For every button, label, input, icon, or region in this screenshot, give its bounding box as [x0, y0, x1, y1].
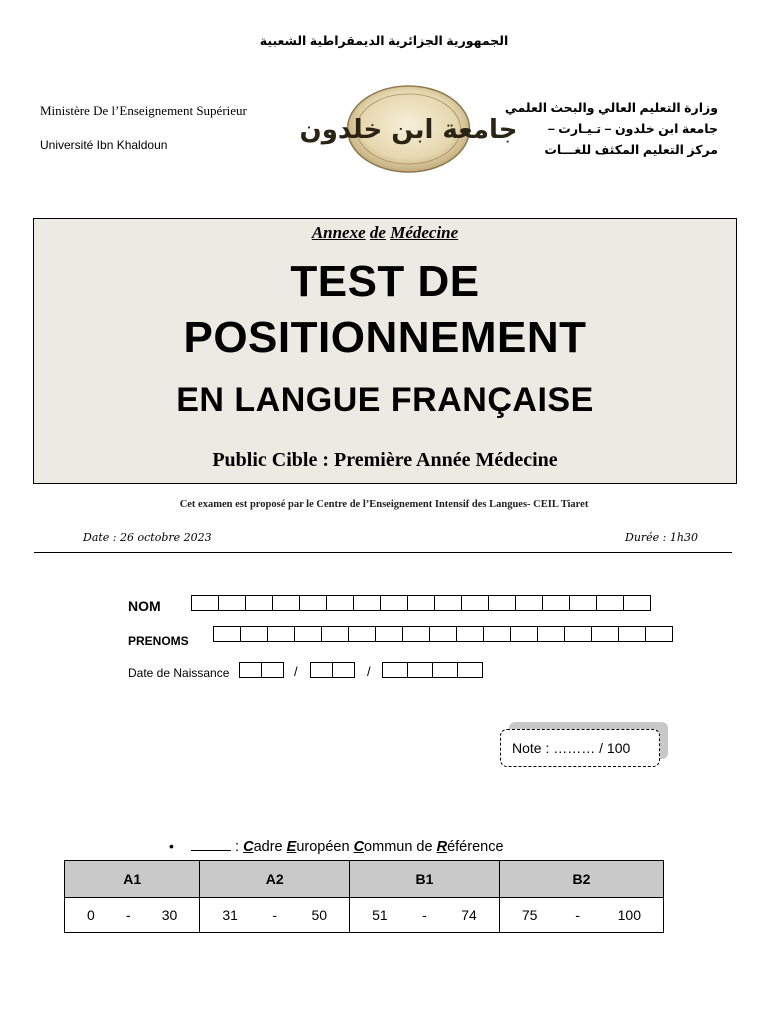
- level-header: B2: [499, 861, 663, 898]
- levels-header-row: [65, 861, 664, 898]
- prenoms-cell[interactable]: [591, 626, 619, 642]
- dob-slash: /: [367, 664, 371, 679]
- nom-cell[interactable]: [272, 595, 300, 611]
- prenoms-input-grid[interactable]: [214, 626, 673, 642]
- prenoms-cell[interactable]: [321, 626, 349, 642]
- nom-cell[interactable]: [461, 595, 489, 611]
- nom-cell[interactable]: [218, 595, 246, 611]
- nom-input-grid[interactable]: [192, 595, 651, 611]
- level-header: A1: [65, 861, 200, 898]
- nom-label: NOM: [128, 598, 161, 614]
- title-line-1: TEST DE: [290, 257, 480, 306]
- dob-cell[interactable]: [239, 662, 262, 678]
- dob-cell[interactable]: [457, 662, 483, 678]
- ministry-label-ar: وزارة التعليم العالي والبحث العلمي: [504, 101, 718, 115]
- nom-cell[interactable]: [191, 595, 219, 611]
- exam-date: Date : 26 octobre 2023: [83, 531, 212, 544]
- prenoms-cell[interactable]: [294, 626, 322, 642]
- nom-cell[interactable]: [434, 595, 462, 611]
- dob-day-field[interactable]: [240, 662, 284, 678]
- title-line-3: EN LANGUE FRANÇAISE: [176, 381, 594, 419]
- levels-range-row: [65, 898, 664, 933]
- level-range: 51 - 74: [350, 898, 500, 933]
- dob-month-field[interactable]: [311, 662, 355, 678]
- divider: [34, 552, 732, 553]
- title-line-2: POSITIONNEMENT: [183, 313, 587, 362]
- university-label-ar: جامعة ابن خلدون – تـيـارت –: [547, 122, 718, 136]
- nom-cell[interactable]: [407, 595, 435, 611]
- score-box: Note : ……… / 100: [500, 729, 660, 767]
- prenoms-cell[interactable]: [483, 626, 511, 642]
- nom-cell[interactable]: [299, 595, 327, 611]
- level-range: 75 - 100: [499, 898, 663, 933]
- center-label-ar: مركز التعليم المكثف للغـــات: [544, 143, 718, 157]
- header-ar-block: [505, 98, 718, 161]
- dob-year-field[interactable]: [383, 662, 483, 678]
- nom-cell[interactable]: [623, 595, 651, 611]
- cecr-line: : Cadre Européen Commun de Référence: [191, 838, 504, 855]
- prenoms-cell[interactable]: [618, 626, 646, 642]
- nom-cell[interactable]: [569, 595, 597, 611]
- ceil-note: Cet examen est proposé par le Centre de l’Enseignement Intensif des Langues- CEIL Tiaret: [179, 499, 589, 510]
- cecr-blank: [191, 838, 231, 851]
- dob-slash: /: [294, 664, 298, 679]
- dob-label: Date de Naissance: [128, 666, 230, 680]
- dob-cell[interactable]: [310, 662, 333, 678]
- prenoms-cell[interactable]: [564, 626, 592, 642]
- dob-cell[interactable]: [261, 662, 284, 678]
- exam-duration: Durée : 1h30: [625, 531, 698, 544]
- nom-cell[interactable]: [488, 595, 516, 611]
- prenoms-cell[interactable]: [456, 626, 484, 642]
- nom-cell[interactable]: [245, 595, 273, 611]
- prenoms-cell[interactable]: [213, 626, 241, 642]
- ministry-label-fr: Ministère De l’Enseignement Supérieur: [40, 103, 247, 118]
- level-header: B1: [350, 861, 500, 898]
- dob-cell[interactable]: [407, 662, 433, 678]
- university-logo: [299, 84, 518, 174]
- level-range: 31 - 50: [200, 898, 350, 933]
- level-range: 0 - 30: [65, 898, 200, 933]
- prenoms-cell[interactable]: [537, 626, 565, 642]
- prenoms-label: PRENOMS: [128, 634, 189, 648]
- dob-cell[interactable]: [432, 662, 458, 678]
- nom-cell[interactable]: [596, 595, 624, 611]
- levels-table: [64, 860, 664, 933]
- nom-cell[interactable]: [515, 595, 543, 611]
- annexe-heading: Annexe de Médecine: [311, 223, 459, 242]
- prenoms-cell[interactable]: [645, 626, 673, 642]
- nom-cell[interactable]: [326, 595, 354, 611]
- prenoms-cell[interactable]: [510, 626, 538, 642]
- logo-calligraphy: جامعة ابن خلدون: [299, 115, 518, 145]
- prenoms-cell[interactable]: [348, 626, 376, 642]
- prenoms-cell[interactable]: [240, 626, 268, 642]
- target-audience: Public Cible : Première Année Médecine: [212, 449, 558, 471]
- university-label-fr: Université Ibn Khaldoun: [40, 138, 168, 152]
- dob-cell[interactable]: [332, 662, 355, 678]
- bullet: •: [169, 838, 174, 854]
- level-header: A2: [200, 861, 350, 898]
- title-box: [33, 218, 737, 484]
- prenoms-cell[interactable]: [429, 626, 457, 642]
- nom-cell[interactable]: [380, 595, 408, 611]
- dob-cell[interactable]: [382, 662, 408, 678]
- nom-cell[interactable]: [542, 595, 570, 611]
- republic-header-ar: الجمهورية الجزائرية الديمقراطية الشعبية: [259, 34, 509, 48]
- prenoms-cell[interactable]: [375, 626, 403, 642]
- prenoms-cell[interactable]: [402, 626, 430, 642]
- nom-cell[interactable]: [353, 595, 381, 611]
- prenoms-cell[interactable]: [267, 626, 295, 642]
